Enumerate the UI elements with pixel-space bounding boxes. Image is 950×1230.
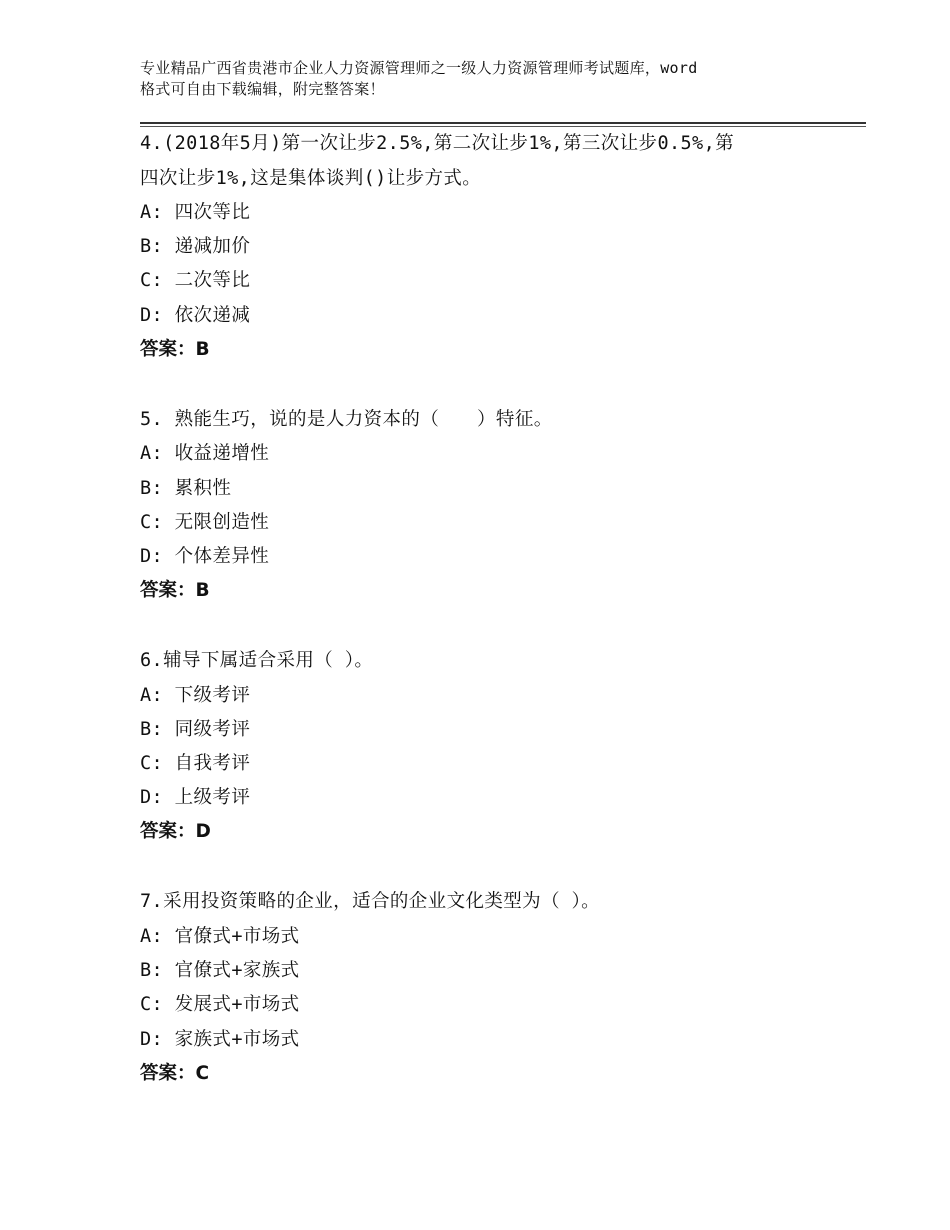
question-6 — [140, 644, 840, 849]
question-stem-line-1: 5. 熟能生巧，说的是人力资本的（ ）特征。 — [140, 408, 553, 430]
header-divider-thick — [140, 122, 866, 124]
option-b: B: 官僚式+家族式 — [140, 960, 300, 982]
spacer — [140, 849, 840, 885]
question-5 — [140, 403, 840, 608]
option-d: D: 家族式+市场式 — [140, 1028, 300, 1050]
option-c: C: 自我考评 — [140, 753, 251, 775]
spacer — [140, 367, 840, 403]
option-a: A: 下级考评 — [140, 684, 251, 706]
option-b: B: 累积性 — [140, 477, 232, 499]
option-b: B: 递减加价 — [140, 236, 251, 258]
option-a: A: 收益递增性 — [140, 443, 270, 465]
answer-label: 答案：C — [140, 1062, 210, 1084]
option-d: D: 个体差异性 — [140, 545, 270, 567]
answer-label: 答案：B — [140, 338, 210, 360]
question-stem-line-2: 四次让步1%,这是集体谈判()让步方式。 — [140, 167, 482, 189]
option-a: A: 官僚式+市场式 — [140, 925, 300, 947]
option-b: B: 同级考评 — [140, 718, 251, 740]
header-line-1: 专业精品广西省贵港市企业人力资源管理师之一级人力资源管理师考试题库，word — [140, 59, 698, 77]
answer-label: 答案：D — [140, 821, 211, 843]
option-a: A: 四次等比 — [140, 202, 251, 223]
spacer — [140, 608, 840, 644]
option-c: C: 无限创造性 — [140, 511, 270, 533]
question-stem-line-1: 4.(2018年5月)第一次让步2.5%,第二次让步1%,第三次让步0.5%,第 — [140, 133, 735, 154]
option-d: D: 上级考评 — [140, 787, 251, 809]
option-d: D: 依次递减 — [140, 304, 251, 326]
question-stem-line-1: 6.辅导下属适合采用（ ）。 — [140, 650, 374, 672]
option-c: C: 发展式+市场式 — [140, 994, 300, 1016]
header-line-2: 格式可自由下载编辑，附完整答案！ — [140, 80, 385, 98]
question-stem-line-1: 7.采用投资策略的企业，适合的企业文化类型为（ ）。 — [140, 891, 601, 913]
option-c: C: 二次等比 — [140, 270, 251, 292]
question-list — [140, 127, 840, 1091]
answer-label: 答案：B — [140, 580, 210, 602]
question-4 — [140, 127, 840, 367]
document-header — [140, 58, 840, 100]
question-7 — [140, 885, 840, 1090]
